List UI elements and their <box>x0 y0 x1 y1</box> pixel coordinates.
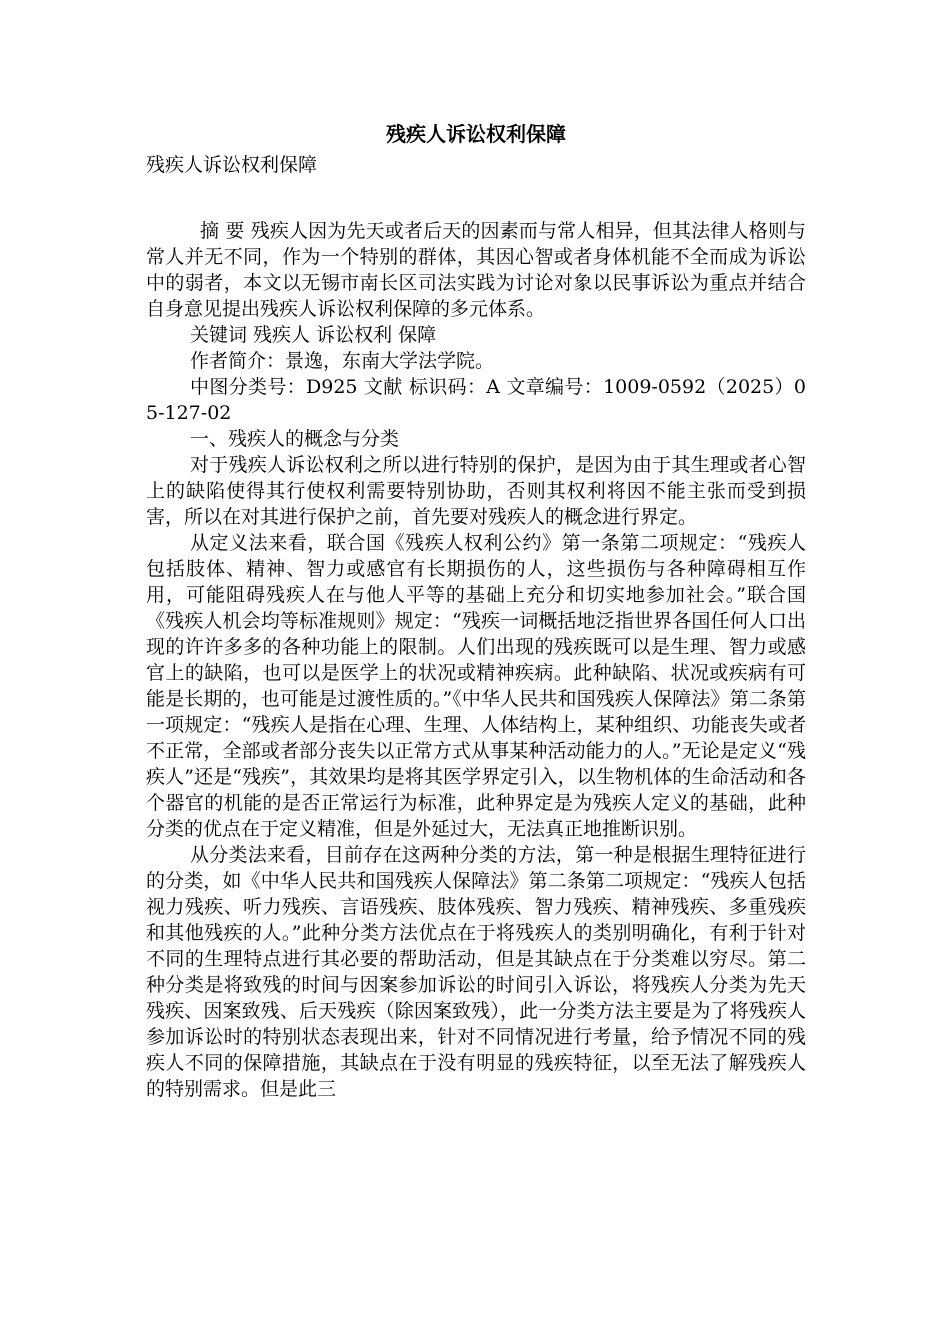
body-paragraph-2: 从定义法来看，联合国《残疾人权利公约》第一条第二项规定：“残疾人包括肢体、精神、智力或感官有长期损伤的人，这些损伤与各种障碍相互作用，可能阻碍残疾人在与他人平等的基础上充分和切实地参加社会。”联合国《残疾人机会均等标准规则》规定：“残疾一词概括地泛指世界各国任何人口出现的许许多多的各种功能上的限制。人们出现的残疾既可以是生理、智力或感官上的缺陷，也可以是医学上的状况或精神疾病。此种缺陷、状况或疾病有可能是长期的，也可能是过渡性质的。”《中华人民共和国残疾人保障法》第二条第一项规定：“残疾人是指在心理、生理、人体结构上，某种组织、功能丧失或者不正常，全部或者部分丧失以正常方式从事某种活动能力的人。”无论是定义“残疾人”还是“残疾”，其效果均是将其医学界定引入，以生物机体的生命活动和各个器官的机能的是否正常运行为标准，此种界定是为残疾人定义的基础，此种分类的优点在于定义精准，但是外延过大，无法真正地推断识别。 <box>146 532 806 840</box>
body-paragraph-1: 对于残疾人诉讼权利之所以进行特别的保护，是因为由于其生理或者心智上的缺陷使得其行使权利需要特别协助，否则其权利将因不能主张而受到损害，所以在对其进行保护之前，首先要对残疾人的概念进行界定。 <box>146 454 806 528</box>
document-title: 残疾人诉讼权利保障 <box>386 122 566 146</box>
section-heading: 一、残疾人的概念与分类 <box>190 428 400 450</box>
body-paragraph-3: 从分类法来看，目前存在这两种分类的方法，第一种是根据生理特征进行的分类，如《中华人民共和国残疾人保障法》第二条第二项规定：“残疾人包括视力残疾、听力残疾、言语残疾、肢体残疾、智力残疾、精神残疾、多重残疾和其他残疾的人。”此种分类方法优点在于将残疾人的类别明确化，有利于针对不同的生理特点进行其必要的帮助活动，但是其缺点在于分类难以穷尽。第二种分类是将致残的时间与因案参加诉讼的时间引入诉讼，将残疾人分类为先天残疾、因案致残、后天残疾（除因案致残），此一分类方法主要是为了将残疾人参加诉讼时的特别状态表现出来，针对不同情况进行考量，给予情况不同的残疾人不同的保障措施，其缺点在于没有明显的残疾特征，以至无法了解残疾人的特别需求。但是此三 <box>146 844 806 1100</box>
keywords-line: 关键词 残疾人 诉讼权利 保障 <box>190 324 437 346</box>
document-page <box>146 118 806 1102</box>
abstract-paragraph: 摘 要 残疾人因为先天或者后天的因素而与常人相异，但其法律人格则与常人并无不同，作为一个特别的群体，其因心智或者身体机能不全而成为诉讼中的弱者，本文以无锡市南长区司法实践为讨论对象以民事诉讼为重点并结合自身意见提出残疾人诉讼权利保障的多元体系。 <box>146 220 806 320</box>
document-subtitle: 残疾人诉讼权利保障 <box>146 154 318 176</box>
author-line: 作者简介：景逸，东南大学法学院。 <box>190 350 495 372</box>
classification-line: 中图分类号：D925 文献 标识码：A 文章编号：1009-0592（2025）05-127-02 <box>146 376 806 424</box>
